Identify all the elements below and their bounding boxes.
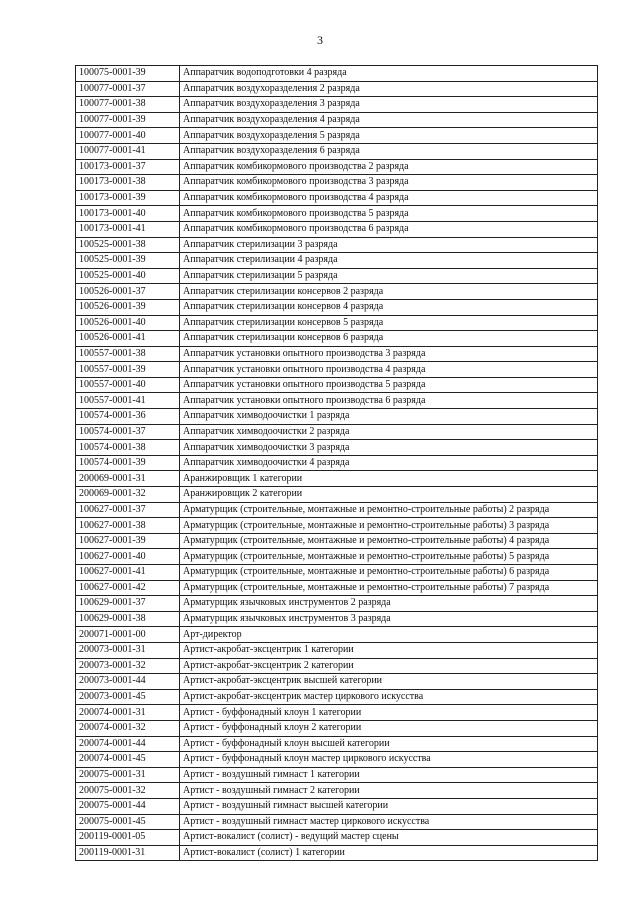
table-row	[76, 299, 598, 315]
occupation-name: Артист-акробат-эксцентрик 1 категории	[180, 642, 598, 658]
occupation-name: Арт-директор	[180, 627, 598, 643]
table-row	[76, 580, 598, 596]
occupation-code: 100627-0001-37	[76, 502, 180, 518]
occupation-name: Аппаратчик химводоочистки 3 разряда	[180, 440, 598, 456]
occupation-code: 200119-0001-31	[76, 845, 180, 861]
table-row	[76, 128, 598, 144]
occupation-code: 200119-0001-05	[76, 830, 180, 846]
occupation-name: Арматурщик (строительные, монтажные и ремонтно-строительные работы) 2 разряда	[180, 502, 598, 518]
table-row	[76, 112, 598, 128]
occupation-name: Арматурщик (строительные, монтажные и ремонтно-строительные работы) 4 разряда	[180, 533, 598, 549]
occupation-name: Артист - буффонадный клоун мастер циркового искусства	[180, 752, 598, 768]
table-row	[76, 315, 598, 331]
table-row	[76, 752, 598, 768]
occupation-name: Аппаратчик химводоочистки 1 разряда	[180, 409, 598, 425]
occupation-code: 200074-0001-32	[76, 720, 180, 736]
table-row	[76, 720, 598, 736]
occupation-name: Арматурщик язычковых инструментов 3 разряда	[180, 611, 598, 627]
occupation-name: Аппаратчик стерилизации консервов 2 разряда	[180, 284, 598, 300]
occupation-code: 100629-0001-37	[76, 596, 180, 612]
table-row	[76, 143, 598, 159]
occupation-name: Аппаратчик воздухоразделения 4 разряда	[180, 112, 598, 128]
occupation-name: Аппаратчик воздухоразделения 2 разряда	[180, 81, 598, 97]
table-row	[76, 487, 598, 503]
occupation-code: 100077-0001-37	[76, 81, 180, 97]
occupation-code: 100525-0001-39	[76, 253, 180, 269]
occupation-name: Аппаратчик комбикормового производства 3 разряда	[180, 175, 598, 191]
occupation-name: Артист-вокалист (солист) - ведущий мастер сцены	[180, 830, 598, 846]
occupation-code: 100075-0001-39	[76, 66, 180, 82]
occupation-name: Аппаратчик стерилизации 5 разряда	[180, 268, 598, 284]
occupation-name: Арматурщик (строительные, монтажные и ремонтно-строительные работы) 3 разряда	[180, 518, 598, 534]
occupation-name: Аппаратчик комбикормового производства 6 разряда	[180, 221, 598, 237]
occupation-code: 100173-0001-37	[76, 159, 180, 175]
occupation-code: 200075-0001-44	[76, 798, 180, 814]
occupation-name: Арматурщик (строительные, монтажные и ремонтно-строительные работы) 5 разряда	[180, 549, 598, 565]
table-row	[76, 518, 598, 534]
table-row	[76, 736, 598, 752]
occupation-name: Артист - воздушный гимнаст высшей категории	[180, 798, 598, 814]
table-row	[76, 502, 598, 518]
occupation-name: Аппаратчик стерилизации консервов 6 разряда	[180, 331, 598, 347]
table-row	[76, 611, 598, 627]
table-row	[76, 362, 598, 378]
occupation-code: 100173-0001-38	[76, 175, 180, 191]
occupation-code: 100574-0001-38	[76, 440, 180, 456]
table-row	[76, 440, 598, 456]
occupation-name: Аппаратчик химводоочистки 4 разряда	[180, 455, 598, 471]
occupation-code: 100526-0001-37	[76, 284, 180, 300]
occupation-codes-table-body	[76, 66, 598, 861]
occupation-name: Аппаратчик стерилизации консервов 4 разряда	[180, 299, 598, 315]
table-row	[76, 596, 598, 612]
table-row	[76, 377, 598, 393]
occupation-name: Артист - воздушный гимнаст 1 категории	[180, 767, 598, 783]
occupation-name: Аппаратчик водоподготовки 4 разряда	[180, 66, 598, 82]
occupation-name: Артист-акробат-эксцентрик высшей категории	[180, 674, 598, 690]
occupation-name: Артист - буффонадный клоун 2 категории	[180, 720, 598, 736]
occupation-code: 100173-0001-39	[76, 190, 180, 206]
occupation-code: 100574-0001-39	[76, 455, 180, 471]
occupation-code: 100627-0001-42	[76, 580, 180, 596]
occupation-name: Аппаратчик воздухоразделения 5 разряда	[180, 128, 598, 144]
occupation-code: 100627-0001-38	[76, 518, 180, 534]
table-row	[76, 346, 598, 362]
table-row	[76, 81, 598, 97]
occupation-code: 100627-0001-39	[76, 533, 180, 549]
occupation-code: 100525-0001-38	[76, 237, 180, 253]
table-row	[76, 424, 598, 440]
table-row	[76, 221, 598, 237]
occupation-code: 100526-0001-40	[76, 315, 180, 331]
occupation-code: 100077-0001-40	[76, 128, 180, 144]
occupation-code: 200074-0001-44	[76, 736, 180, 752]
table-row	[76, 455, 598, 471]
occupation-name: Аппаратчик комбикормового производства 4 разряда	[180, 190, 598, 206]
occupation-code: 200073-0001-45	[76, 689, 180, 705]
occupation-name: Артист - буффонадный клоун 1 категории	[180, 705, 598, 721]
occupation-name: Аппаратчик установки опытного производства 3 разряда	[180, 346, 598, 362]
table-row	[76, 190, 598, 206]
table-row	[76, 565, 598, 581]
table-row	[76, 66, 598, 82]
occupation-code: 100077-0001-41	[76, 143, 180, 159]
occupation-name: Аппаратчик комбикормового производства 2 разряда	[180, 159, 598, 175]
occupation-code: 200073-0001-31	[76, 642, 180, 658]
occupation-name: Аппаратчик воздухоразделения 3 разряда	[180, 97, 598, 113]
occupation-code: 100077-0001-38	[76, 97, 180, 113]
occupation-code: 200069-0001-31	[76, 471, 180, 487]
occupation-code: 200075-0001-45	[76, 814, 180, 830]
table-row	[76, 159, 598, 175]
occupation-name: Артист-акробат-эксцентрик мастер циркового искусства	[180, 689, 598, 705]
occupation-name: Аппаратчик установки опытного производства 6 разряда	[180, 393, 598, 409]
table-row	[76, 642, 598, 658]
occupation-code: 100627-0001-41	[76, 565, 180, 581]
table-row	[76, 175, 598, 191]
table-row	[76, 845, 598, 861]
occupation-name: Аппаратчик стерилизации 3 разряда	[180, 237, 598, 253]
occupation-name: Артист - воздушный гимнаст мастер циркового искусства	[180, 814, 598, 830]
table-row	[76, 627, 598, 643]
table-row	[76, 471, 598, 487]
table-row	[76, 393, 598, 409]
occupation-name: Артист-акробат-эксцентрик 2 категории	[180, 658, 598, 674]
occupation-name: Аппаратчик установки опытного производства 5 разряда	[180, 377, 598, 393]
occupation-code: 100627-0001-40	[76, 549, 180, 565]
table-row	[76, 253, 598, 269]
occupation-name: Арматурщик язычковых инструментов 2 разряда	[180, 596, 598, 612]
table-row	[76, 284, 598, 300]
occupation-code: 100557-0001-38	[76, 346, 180, 362]
table-row	[76, 533, 598, 549]
occupation-code: 100077-0001-39	[76, 112, 180, 128]
table-row	[76, 705, 598, 721]
occupation-name: Аппаратчик стерилизации консервов 5 разряда	[180, 315, 598, 331]
table-row	[76, 549, 598, 565]
occupation-name: Арматурщик (строительные, монтажные и ремонтно-строительные работы) 6 разряда	[180, 565, 598, 581]
occupation-code: 100526-0001-39	[76, 299, 180, 315]
table-row	[76, 331, 598, 347]
table-row	[76, 409, 598, 425]
occupation-code: 100526-0001-41	[76, 331, 180, 347]
occupation-codes-table	[75, 65, 598, 861]
table-row	[76, 97, 598, 113]
occupation-code: 100574-0001-36	[76, 409, 180, 425]
occupation-code: 200069-0001-32	[76, 487, 180, 503]
occupation-code: 200073-0001-32	[76, 658, 180, 674]
page-number: 3	[317, 33, 323, 47]
table-row	[76, 674, 598, 690]
occupation-code: 200074-0001-31	[76, 705, 180, 721]
occupation-code: 200074-0001-45	[76, 752, 180, 768]
table-row	[76, 658, 598, 674]
occupation-name: Аппаратчик воздухоразделения 6 разряда	[180, 143, 598, 159]
table-row	[76, 767, 598, 783]
occupation-code: 100574-0001-37	[76, 424, 180, 440]
occupation-name: Аппаратчик стерилизации 4 разряда	[180, 253, 598, 269]
table-row	[76, 814, 598, 830]
table-row	[76, 689, 598, 705]
occupation-name: Артист-вокалист (солист) 1 категории	[180, 845, 598, 861]
occupation-code: 100173-0001-41	[76, 221, 180, 237]
table-row	[76, 830, 598, 846]
table-row	[76, 268, 598, 284]
table-row	[76, 783, 598, 799]
occupation-code: 100525-0001-40	[76, 268, 180, 284]
occupation-code: 200075-0001-32	[76, 783, 180, 799]
occupation-name: Аранжировщик 2 категории	[180, 487, 598, 503]
occupation-name: Аранжировщик 1 категории	[180, 471, 598, 487]
occupation-name: Артист - воздушный гимнаст 2 категории	[180, 783, 598, 799]
occupation-name: Аппаратчик комбикормового производства 5 разряда	[180, 206, 598, 222]
occupation-code: 200071-0001-00	[76, 627, 180, 643]
occupation-name: Арматурщик (строительные, монтажные и ремонтно-строительные работы) 7 разряда	[180, 580, 598, 596]
occupation-name: Артист - буффонадный клоун высшей категории	[180, 736, 598, 752]
occupation-name: Аппаратчик химводоочистки 2 разряда	[180, 424, 598, 440]
occupation-code: 200073-0001-44	[76, 674, 180, 690]
occupation-code: 200075-0001-31	[76, 767, 180, 783]
table-row	[76, 798, 598, 814]
occupation-name: Аппаратчик установки опытного производства 4 разряда	[180, 362, 598, 378]
occupation-code: 100557-0001-39	[76, 362, 180, 378]
occupation-code: 100557-0001-41	[76, 393, 180, 409]
occupation-code: 100173-0001-40	[76, 206, 180, 222]
occupation-code: 100557-0001-40	[76, 377, 180, 393]
table-row	[76, 206, 598, 222]
occupation-code: 100629-0001-38	[76, 611, 180, 627]
table-row	[76, 237, 598, 253]
